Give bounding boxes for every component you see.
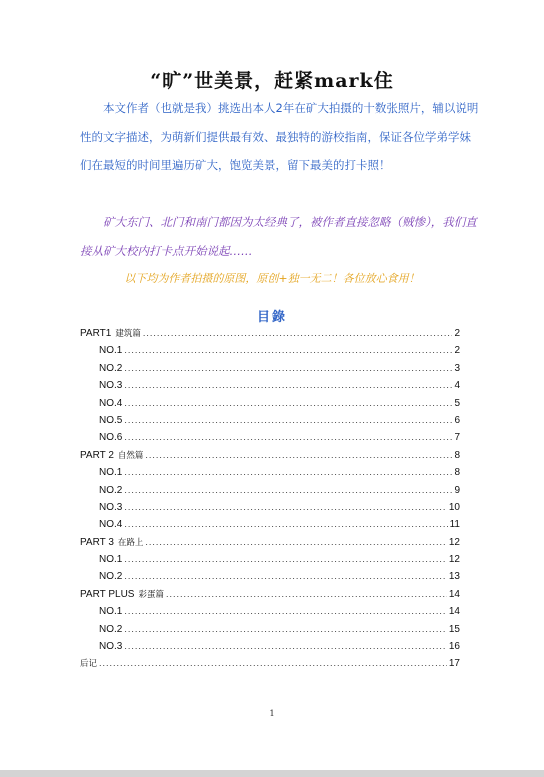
toc-dot-leader: [124, 551, 447, 568]
toc-entry-label: [80, 534, 143, 552]
intro-text-2: 矿大东门、北门和南门都因为太经典了，被作者直接忽略（贼惨），我们直接从矿大校内打卡点开始说起……: [80, 215, 477, 258]
page-number: 1: [269, 709, 275, 718]
toc-entry[interactable]: [80, 621, 460, 638]
table-of-contents: [80, 325, 460, 673]
document-title: “旷”世美景，赶紧mark住: [150, 70, 394, 92]
toc-entry-title: PART 3: [80, 536, 114, 548]
toc-dot-leader: [124, 395, 452, 412]
toc-entry-label: [80, 655, 97, 673]
toc-entry-label: [99, 499, 122, 516]
toc-entry-label: [99, 412, 122, 429]
toc-entry[interactable]: [80, 412, 460, 429]
toc-entry-page: 7: [454, 432, 460, 444]
toc-entry-title: NO.4: [99, 397, 123, 409]
toc-dot-leader: [124, 342, 452, 359]
intro-text-1: 本文作者（也就是我）挑选出本人2年在矿大拍摄的十数张照片，辅以说明性的文字描述，为萌新们提供最有效、最独特的游校指南，保证各位学弟学妹们在最短的时间里遍历矿大，饱览美景，留下最美的打卡照！: [80, 101, 479, 172]
toc-dot-leader: [124, 482, 452, 499]
toc-dot-leader: [124, 412, 452, 429]
toc-dot-leader: [124, 603, 447, 620]
toc-dot-leader: [143, 325, 453, 342]
toc-entry-title: NO.3: [99, 641, 123, 653]
toc-entry-label: [99, 464, 122, 481]
toc-dot-leader: [166, 586, 447, 603]
toc-heading: 目錄: [256, 310, 287, 325]
toc-entry-title: NO.2: [99, 571, 123, 583]
toc-entry[interactable]: [80, 429, 460, 446]
toc-entry-subtitle: 在路上: [117, 537, 144, 548]
toc-entry-label: [99, 516, 122, 533]
toc-entry-page: 3: [454, 362, 460, 374]
toc-entry[interactable]: [80, 447, 460, 464]
toc-entry-label: [99, 395, 122, 412]
toc-entry-page: 8: [454, 467, 460, 479]
toc-entry-label: [99, 568, 122, 585]
toc-dot-leader: [99, 655, 447, 672]
toc-entry-title: NO.1: [99, 554, 123, 566]
page-bottom-edge: [0, 770, 544, 777]
toc-entry-title: PART 2: [80, 449, 114, 461]
toc-entry-page: 4: [454, 380, 460, 392]
toc-entry-label: [99, 551, 122, 568]
toc-entry[interactable]: [80, 516, 460, 533]
toc-entry[interactable]: [80, 464, 460, 481]
toc-entry-page: 16: [448, 641, 460, 653]
toc-dot-leader: [145, 534, 446, 551]
toc-entry-title: NO.3: [99, 501, 123, 513]
toc-dot-leader: [124, 499, 447, 516]
toc-entry-title: NO.2: [99, 623, 123, 635]
toc-entry-page: 17: [448, 658, 460, 670]
toc-entry-label: [99, 360, 122, 377]
toc-entry-label: [99, 429, 122, 446]
toc-entry-title: NO.2: [99, 362, 123, 374]
toc-entry-subtitle: 后记: [80, 659, 98, 670]
toc-entry-title: NO.3: [99, 380, 123, 392]
toc-entry[interactable]: [80, 603, 460, 620]
toc-entry-page: 9: [454, 484, 460, 496]
toc-dot-leader: [124, 638, 447, 655]
toc-entry-page: 8: [454, 449, 460, 461]
toc-entry-title: NO.2: [99, 484, 123, 496]
toc-entry-label: [99, 377, 122, 394]
toc-entry-label: [99, 621, 122, 638]
toc-entry[interactable]: [80, 568, 460, 585]
toc-entry[interactable]: [80, 377, 460, 394]
toc-entry[interactable]: [80, 395, 460, 412]
toc-entry-page: 14: [448, 588, 460, 600]
toc-dot-leader: [124, 568, 447, 585]
toc-entry[interactable]: [80, 325, 460, 342]
toc-entry-page: 2: [454, 345, 460, 357]
toc-entry-title: NO.1: [99, 345, 123, 357]
toc-entry-label: [99, 603, 122, 620]
toc-dot-leader: [124, 377, 452, 394]
toc-entry-page: 12: [448, 536, 460, 548]
toc-entry-page: 11: [449, 519, 460, 531]
toc-entry-title: NO.1: [99, 606, 123, 618]
toc-entry-title: NO.6: [99, 432, 123, 444]
toc-entry-label: [80, 325, 141, 343]
toc-entry-label: [99, 638, 122, 655]
intro-paragraph-3: 以下均为作者拍摄的原图，原创+独一无二！各位放心食用！: [124, 272, 420, 285]
toc-entry[interactable]: [80, 499, 460, 516]
toc-entry-page: 10: [448, 501, 460, 513]
toc-entry[interactable]: [80, 655, 460, 672]
toc-entry[interactable]: [80, 638, 460, 655]
toc-entry-subtitle: 自然篇: [117, 450, 144, 461]
toc-entry-page: 6: [454, 414, 460, 426]
toc-entry-page: 14: [448, 606, 460, 618]
toc-entry[interactable]: [80, 342, 460, 359]
intro-paragraph-1: [80, 94, 480, 180]
toc-entry[interactable]: [80, 534, 460, 551]
toc-dot-leader: [124, 516, 447, 533]
toc-dot-leader: [124, 621, 447, 638]
toc-entry-title: NO.5: [99, 414, 123, 426]
toc-dot-leader: [124, 360, 452, 377]
toc-entry[interactable]: [80, 551, 460, 568]
toc-dot-leader: [124, 429, 452, 446]
toc-entry-title: PART PLUS: [80, 588, 135, 600]
toc-entry[interactable]: [80, 360, 460, 377]
toc-entry-label: [80, 447, 143, 465]
toc-entry-page: 12: [448, 554, 460, 566]
toc-entry-label: [99, 482, 122, 499]
toc-entry-label: [80, 586, 164, 604]
toc-entry-page: 2: [454, 328, 460, 339]
toc-entry-title: PART1: [80, 328, 112, 339]
toc-entry-page: 13: [448, 571, 460, 583]
intro-paragraph-2: [80, 208, 480, 265]
toc-entry-subtitle: 彩蛋篇: [138, 589, 164, 600]
toc-entry-title: NO.4: [99, 519, 123, 531]
toc-dot-leader: [124, 464, 452, 481]
toc-entry-page: 5: [454, 397, 460, 409]
toc-entry-label: [99, 342, 122, 359]
toc-entry[interactable]: [80, 482, 460, 499]
toc-entry[interactable]: [80, 586, 460, 603]
toc-entry-title: NO.1: [99, 467, 123, 479]
toc-entry-subtitle: 建筑篇: [115, 329, 141, 339]
toc-dot-leader: [145, 447, 452, 464]
toc-entry-page: 15: [448, 623, 460, 635]
